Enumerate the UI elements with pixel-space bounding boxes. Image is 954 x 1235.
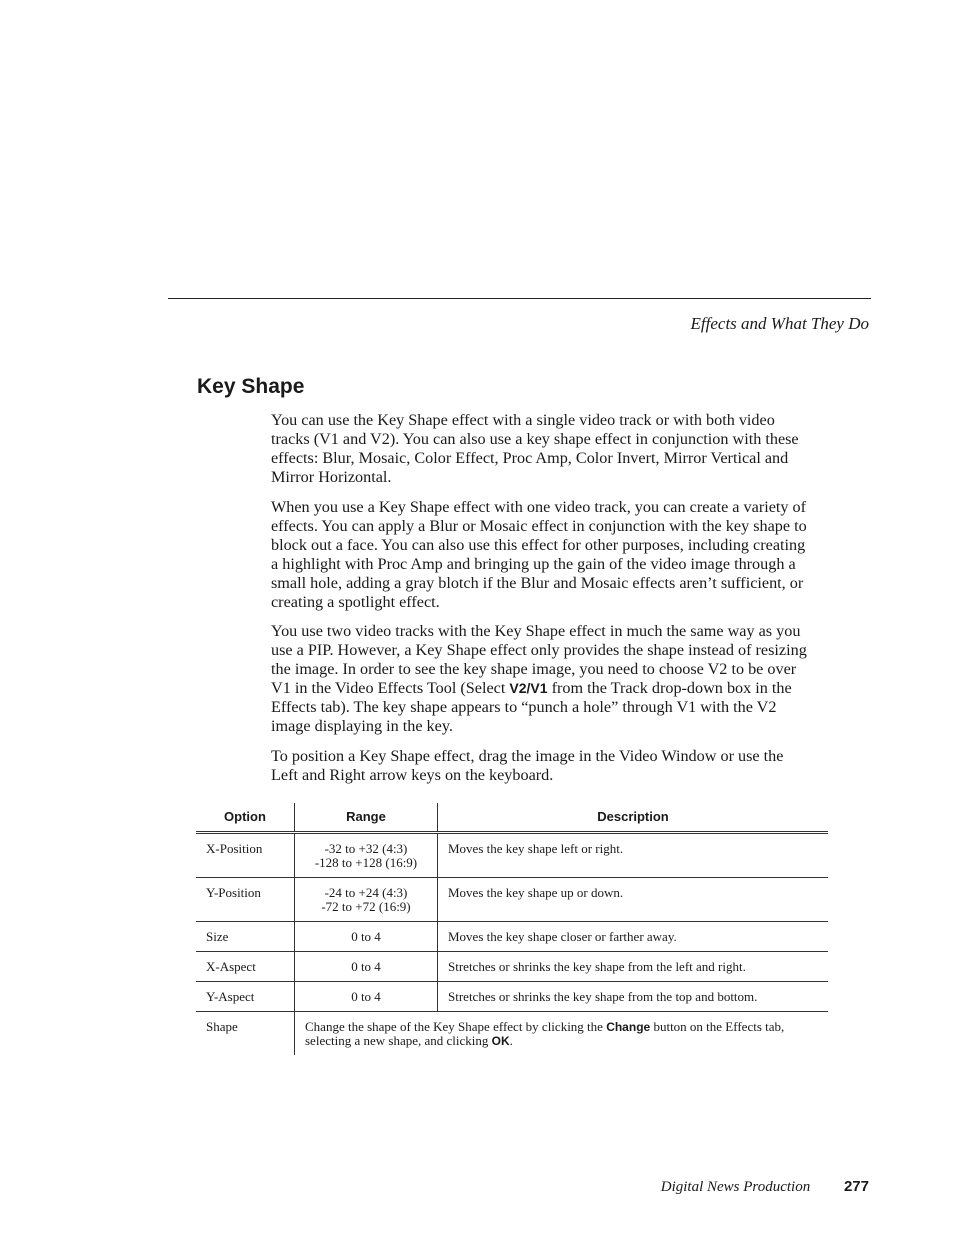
range-line: -72 to +72 (16:9) bbox=[321, 899, 411, 914]
description-cell: Stretches or shrinks the key shape from the left and right. bbox=[438, 952, 829, 982]
table-row bbox=[196, 922, 828, 952]
footer-book-title: Digital News Production bbox=[660, 1179, 811, 1195]
range-cell bbox=[295, 878, 438, 922]
option-cell: X-Aspect bbox=[196, 952, 295, 982]
body-text bbox=[271, 411, 811, 795]
range-line: -24 to +24 (4:3) bbox=[324, 885, 408, 900]
header-option: Option bbox=[196, 803, 295, 833]
header-range: Range bbox=[295, 803, 438, 833]
option-cell: Shape bbox=[196, 1012, 295, 1056]
shape-desc-part-c: . bbox=[509, 1033, 513, 1048]
header-description: Description bbox=[438, 803, 829, 833]
option-cell: X-Position bbox=[196, 833, 295, 878]
shape-desc-part-a: Change the shape of the Key Shape effect by clicking the bbox=[305, 1019, 603, 1034]
description-cell: Stretches or shrinks the key shape from the top and bottom. bbox=[438, 982, 829, 1012]
table-row-shape bbox=[196, 1012, 828, 1056]
option-cell: Y-Aspect bbox=[196, 982, 295, 1012]
paragraph-3-part-b: from the Track drop-down box in the Effects tab). The key shape appears to “punch a hole” through V1 with the V2 image displaying in the key. bbox=[271, 679, 792, 735]
table-row bbox=[196, 952, 828, 982]
paragraph-3-part-a: You use two video tracks with the Key Shape effect in much the same way as you use a PIP. However, a Key Shape effect only provides the shape instead of resizing the image. In order to see the key shape image, you need to choose V2 to be over V1 in the Video Effects Tool (Select bbox=[271, 622, 807, 697]
paragraph-4: To position a Key Shape effect, drag the image in the Video Window or use the Left and Right arrow keys on the keyboard. bbox=[271, 746, 784, 784]
range-cell: 0 to 4 bbox=[295, 982, 438, 1012]
shape-description-cell bbox=[295, 1012, 829, 1056]
description-cell: Moves the key shape up or down. bbox=[438, 878, 829, 922]
paragraph-2: When you use a Key Shape effect with one video track, you can create a variety of effects. You can apply a Blur or Mosaic effect in conjunction with the key shape to block out a face. You can also use this effect for other purposes, including creating a highlight with Proc Amp and bringing up the gain of the video image through a small hole, adding a gray blotch if the Blur and Mosaic effects aren’t sufficient, or creating a spotlight effect. bbox=[271, 497, 807, 611]
running-header: Effects and What They Do bbox=[690, 314, 869, 333]
paragraph-1: You can use the Key Shape effect with a single video track or with both video tracks (V1 and V2). You can also use a key shape effect in conjunction with these effects: Blur, Mosaic, Color Effect, Proc Amp, Color Invert, Mirror Vertical and Mirror Horizontal. bbox=[271, 411, 799, 486]
option-cell: Y-Position bbox=[196, 878, 295, 922]
range-line: -128 to +128 (16:9) bbox=[314, 855, 418, 870]
range-cell bbox=[295, 833, 438, 878]
paragraph-3 bbox=[271, 622, 811, 736]
table-row bbox=[196, 982, 828, 1012]
section-heading: Key Shape bbox=[197, 375, 305, 398]
description-cell: Moves the key shape closer or farther away. bbox=[438, 922, 829, 952]
page-number: 277 bbox=[843, 1178, 869, 1195]
options-table bbox=[196, 803, 828, 1055]
ui-term-v2v1: V2/V1 bbox=[509, 680, 548, 696]
page-footer bbox=[661, 1178, 869, 1196]
table-row bbox=[196, 878, 828, 922]
option-cell: Size bbox=[196, 922, 295, 952]
range-cell: 0 to 4 bbox=[295, 952, 438, 982]
description-cell: Moves the key shape left or right. bbox=[438, 833, 829, 878]
table-row bbox=[196, 833, 828, 878]
range-cell: 0 to 4 bbox=[295, 922, 438, 952]
table-header-row bbox=[196, 803, 828, 833]
range-line: -32 to +32 (4:3) bbox=[324, 841, 408, 856]
ui-term-change: Change bbox=[606, 1020, 651, 1034]
shape-desc-part-b: button on the Effects tab, selecting a new shape, and clicking bbox=[305, 1019, 785, 1048]
ui-term-ok: OK bbox=[491, 1034, 510, 1048]
header-rule bbox=[168, 298, 871, 299]
